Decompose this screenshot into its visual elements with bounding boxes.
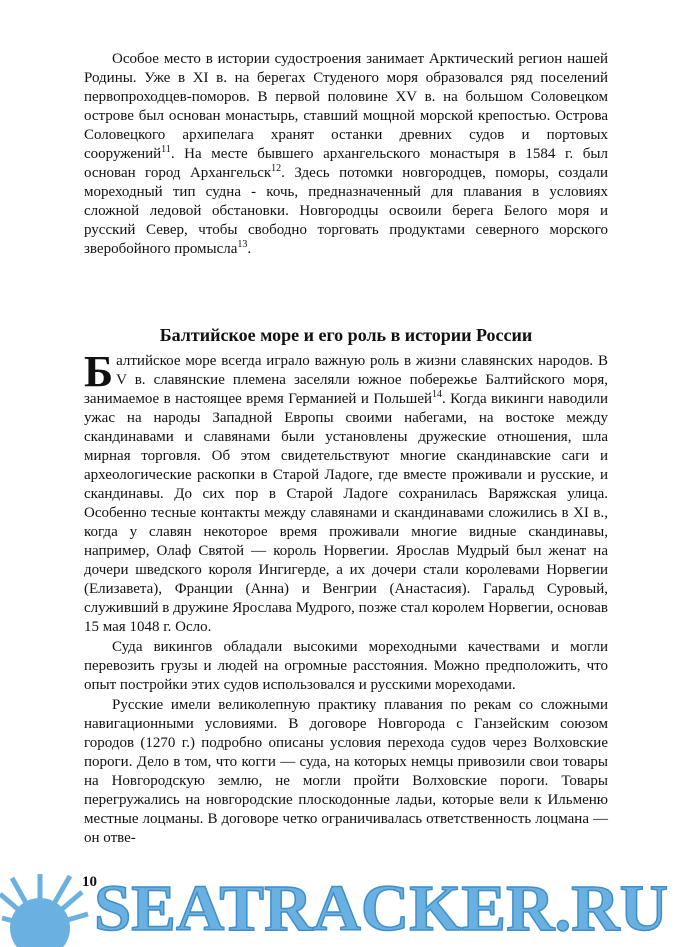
intro-text-3: . Здесь потомки новгородцев, поморы, создали мореходный тип судна - кочь, предназначенный для плавания в условиях сложной ледовой обстановки. Новгородцы освоили берега Белого моря и русский Север, чтобы свободно торговать продуктами северного морского зверобойного промысла xyxy=(84,165,608,257)
footnote-ref-13[interactable]: 13 xyxy=(237,239,248,250)
intro-text-2: . На месте бывшего архангельского монастыря в 1584 г. был основан город Архангельск xyxy=(84,146,608,181)
footnote-ref-11[interactable]: 11 xyxy=(161,144,171,155)
baltic-p1-text-1: алтийское море всегда играло важную роль в жизни славянских народов. В V в. славянские племена заселяли южное побережье Балтийского моря, занимаемое в настоящее время Германией и Польшей xyxy=(84,353,608,407)
page-number: 10 xyxy=(82,874,97,890)
baltic-paragraph-3: Русские имели великолепную практику плавания по рекам со сложными навигационными условиями. В договоре Новгорода с Ганзейским союзом городов (1270 г.) подробно описаны условия перехода судов через Волховские пороги. Дело в том, что когги — суда, на которых немцы привозили свои товары на Новгородскую землю, не могли пройти Волховские пороги. Товары перегружались на новгородские плоскодонные ладьи, которые вели к Ильменю местные лоцманы. В договоре четко ограничивалась ответственность лоцмана — он отве- xyxy=(84,697,608,846)
intro-text-1: Особое место в истории судостроения занимает Арктический регион нашей Родины. Уже в XI в. на берегах Студеного моря образовался ряд поселений первопроходцев-поморов. В первой половине XV в. на большом Соловецком острове был основан монастырь, ставший мощной морской крепостью. Острова Соловецкого архипелага хранят останки древних судов и портовых сооружений xyxy=(84,51,608,162)
footnote-ref-12[interactable]: 12 xyxy=(271,163,282,174)
baltic-paragraph-2: Суда викингов обладали высокими мореходными качествами и могли перевозить грузы и людей на огромные расстояния. Можно предположить, что опыт постройки этих судов использовался и русскими мореходами. xyxy=(84,639,608,693)
intro-paragraph xyxy=(84,50,608,259)
footnote-ref-14[interactable]: 14 xyxy=(432,389,443,400)
sun-icon xyxy=(0,874,88,947)
baltic-p1-text-2: . Когда викинги наводили ужас на народы Западной Европы своими набегами, на востоке между скандинавами и славянами были установлены дружеские отношения, шла мирная торговля. Об этом свидетельствуют многие скандинавские саги и археологические раскопки в Старой Ладоге, где вместе проживали и русские, и скандинавы. До сих пор в Старой Ладоге сохранилась Варяжская улица. Особенно тесные контакты между славянами и скандинавами сложились в XI в., когда у славян некоторое время проживали многие видные скандинавы, например, Олаф Святой — король Норвегии. Ярослав Мудрый был женат на дочери шведского короля Ингигерде, а их дочери стали королевами Норвегии (Елизавета), Франции (Анна) и Венгрии (Анастасия). Гаральд Суровый, служивший в дружине Ярослава Мудрого, позже стал королем Норвегии, основав 15 мая 1048 г. Осло. xyxy=(84,391,608,635)
baltic-section-body xyxy=(84,347,608,849)
intro-text-4: . xyxy=(247,241,252,257)
drop-cap: Б xyxy=(84,347,114,396)
section-heading: Балтийское море и его роль в истории России xyxy=(159,325,533,345)
watermark-text: SEATRACKER.RU xyxy=(94,872,668,945)
baltic-paragraph-1 xyxy=(84,347,608,637)
watermark xyxy=(0,848,680,947)
